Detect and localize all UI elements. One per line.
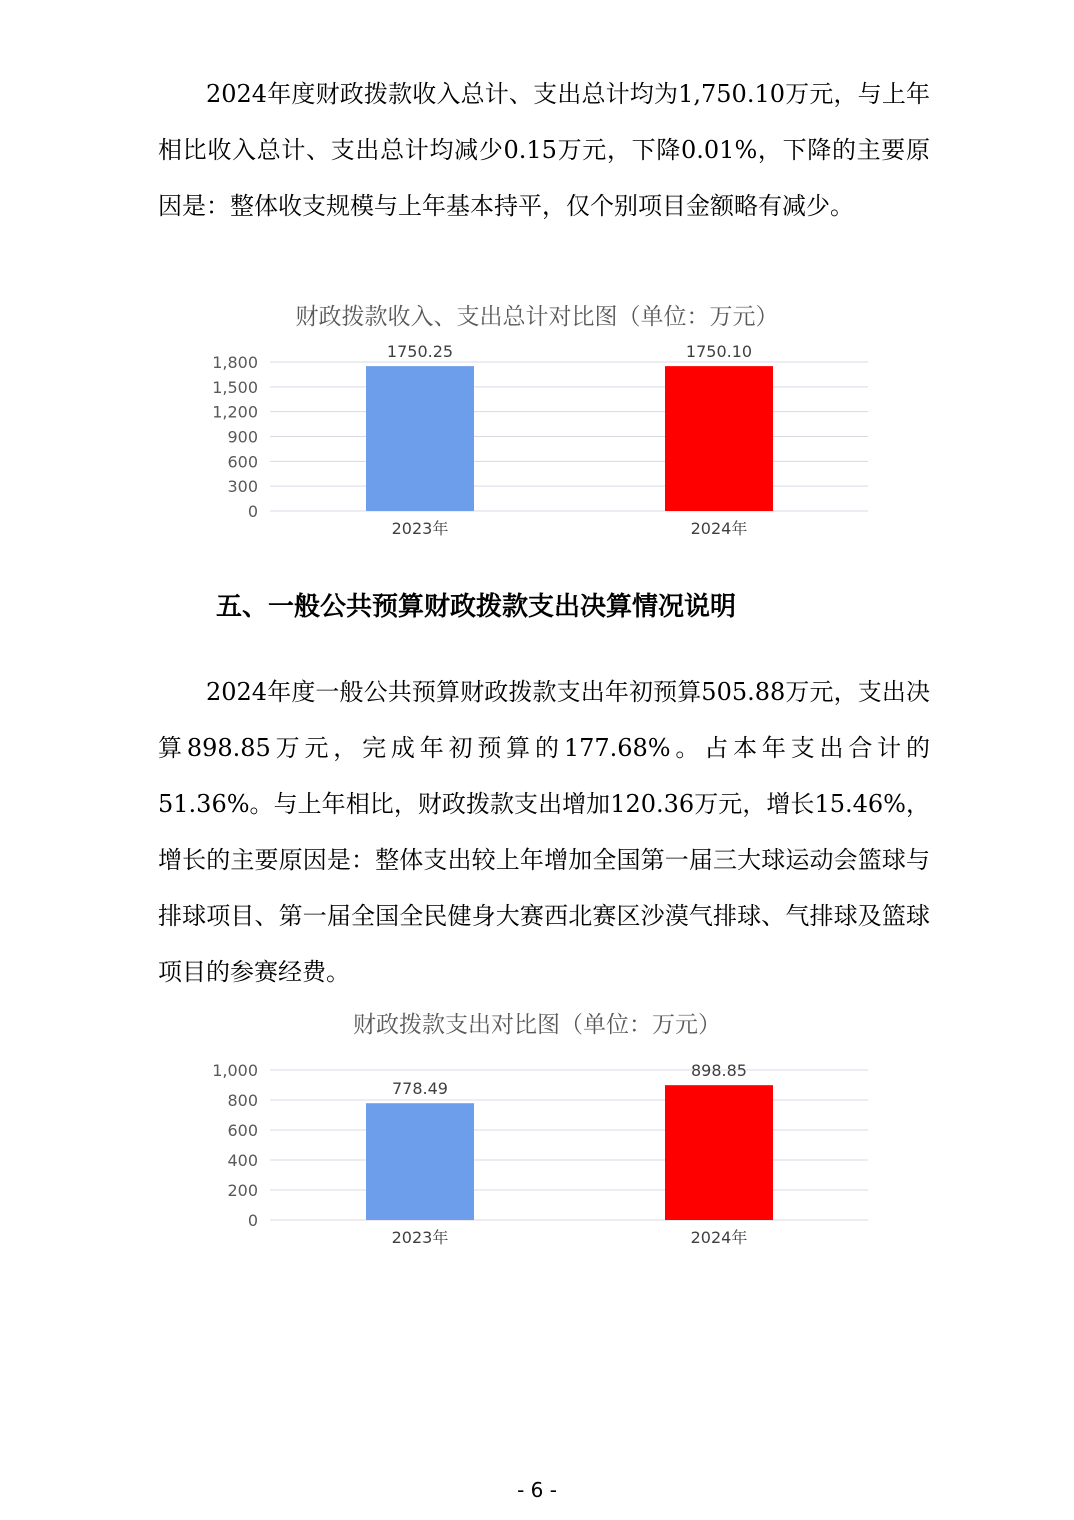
x-tick-label: 2024年 [690, 519, 748, 538]
data-label: 1750.10 [685, 342, 753, 362]
y-tick-label: 300 [227, 477, 258, 497]
paragraph-general-budget: 2024年度一般公共预算财政拨款支出年初预算505.88万元，支出决算898.85万元，完成年初预算的177.68%。占本年支出合计的51.36%。与上年相比，财政拨款支出增加120.36万元，增长15.46%，增长的主要原因是：整体支出较上年增加全国第一届三大球运动会篮球与排球项目、第一届全国全民健身大赛西北赛区沙漠气排球、气排球及篮球项目的参赛经费。 [158, 678, 930, 986]
bar [665, 366, 773, 511]
x-tick-label: 2023年 [391, 519, 449, 538]
x-tick-label: 2024年 [690, 1228, 748, 1247]
y-tick-label: 200 [227, 1181, 258, 1200]
y-tick-label: 600 [227, 1121, 258, 1140]
y-tick-label: 400 [227, 1151, 258, 1170]
y-tick-label: 1,500 [212, 377, 258, 397]
data-label: 778.49 [392, 1079, 448, 1099]
data-label: 898.85 [691, 1061, 747, 1081]
section-heading: 五、一般公共预算财政拨款支出决算情况说明 [216, 592, 737, 622]
chart1-income-expense-totals [0, 336, 1074, 548]
y-tick-label: 1,000 [212, 1061, 258, 1080]
page-number: - 6 - [517, 1478, 557, 1502]
chart2-title: 财政拨款支出对比图（单位：万元） [353, 1012, 721, 1038]
y-tick-label: 900 [227, 427, 258, 447]
y-tick-label: 1,200 [212, 402, 258, 422]
y-tick-label: 1,800 [212, 353, 258, 372]
chart1-title: 财政拨款收入、支出总计对比图（单位：万元） [295, 304, 779, 330]
y-tick-label: 800 [227, 1091, 258, 1110]
bar [665, 1085, 773, 1220]
data-label: 1750.25 [386, 342, 454, 362]
x-tick-label: 2023年 [391, 1228, 449, 1247]
chart2-expense-comparison [0, 1048, 1074, 1258]
y-tick-label: 600 [227, 452, 258, 472]
paragraph-funding-totals: 2024年度财政拨款收入总计、支出总计均为1,750.10万元，与上年相比收入总计、支出总计均减少0.15万元，下降0.01%，下降的主要原因是：整体收支规模与上年基本持平，仅个别项目金额略有减少。 [158, 80, 930, 220]
bar [366, 366, 474, 511]
y-tick-label: 0 [247, 502, 258, 521]
y-tick-label: 0 [247, 1211, 258, 1230]
bar [366, 1103, 474, 1220]
